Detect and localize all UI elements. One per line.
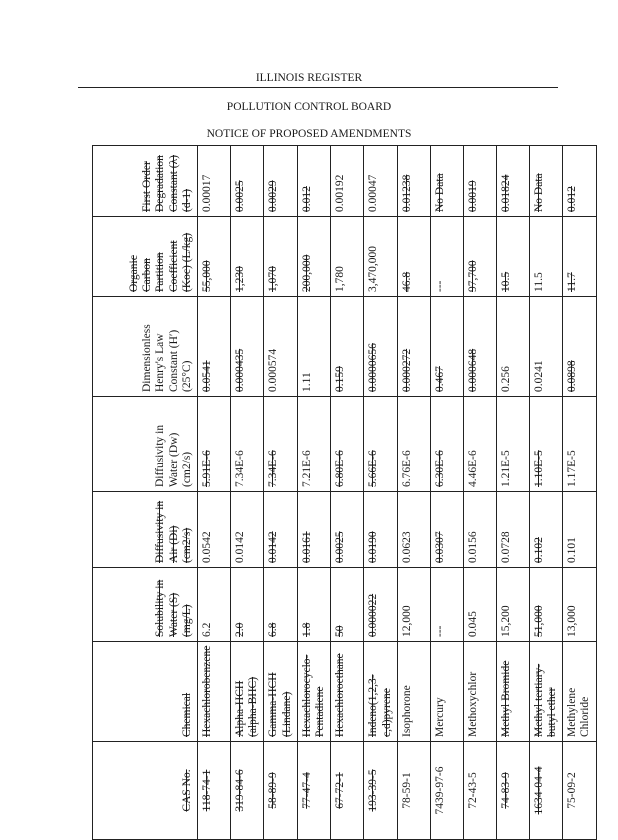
cell-decay: 0.01238: [397, 146, 430, 217]
cell-diff-water: 7.21E-6: [297, 397, 330, 492]
cell-cas: 78-59-1: [397, 742, 430, 840]
cell-diff-water: 1.10E-5: [529, 397, 562, 492]
cell-koc: 10.5: [496, 217, 529, 297]
cell-henry: 0.0541: [198, 297, 231, 397]
cell-decay: 0.01824: [496, 146, 529, 217]
cell-diff-water: 1.21E-5: [496, 397, 529, 492]
cell-cas: 77-47-4: [297, 742, 330, 840]
cell-diff-air: 0.0728: [496, 492, 529, 568]
cell-diff-water: 6.80E-6: [331, 397, 364, 492]
cell-decay: 0.012: [563, 146, 596, 217]
cell-henry: 0.256: [496, 297, 529, 397]
table-row: [331, 146, 364, 840]
cell-diff-water: 7.34E-6: [231, 397, 264, 492]
cell-decay: 0.0019: [463, 146, 496, 217]
col-header-koc: Organic Carbon Partition Coefficient (Koc) (L/kg): [93, 217, 198, 297]
cell-chemical: Indeno(1,2,3-c,d)pyrene: [364, 642, 397, 742]
header-row: [93, 146, 198, 840]
cell-henry: 0.467: [430, 297, 463, 397]
cell-chemical: Isophorone: [397, 642, 430, 742]
cell-henry: 1.11: [297, 297, 330, 397]
table-row: [397, 146, 430, 840]
cell-solubility: 1.8: [297, 568, 330, 642]
cell-chemical: Methyl Bromide: [496, 642, 529, 742]
cell-koc: 55,000: [198, 217, 231, 297]
cell-diff-air: 0.0161: [297, 492, 330, 568]
cell-koc: 1,070: [264, 217, 297, 297]
cell-henry: 0.000272: [397, 297, 430, 397]
cell-henry: 0.000648: [463, 297, 496, 397]
cell-cas: 1634-04-4: [529, 742, 562, 840]
table-row: [430, 146, 463, 840]
cell-decay: 0.00047: [364, 146, 397, 217]
table-row: [496, 146, 529, 840]
table-row: [529, 146, 562, 840]
cell-solubility: 0.045: [463, 568, 496, 642]
table-row: [231, 146, 264, 840]
cell-diff-water: 4.46E-6: [463, 397, 496, 492]
table-row: [198, 146, 231, 840]
cell-chemical: Hexachloroethane: [331, 642, 364, 742]
cell-diff-air: 0.0142: [264, 492, 297, 568]
cell-solubility: ---: [430, 568, 463, 642]
cell-cas: 72-43-5: [463, 742, 496, 840]
cell-diff-water: 6.30E-6: [430, 397, 463, 492]
cell-koc: 3,470,000: [364, 217, 397, 297]
cell-diff-air: 0.0190: [364, 492, 397, 568]
cell-koc: 1,230: [231, 217, 264, 297]
cell-koc: 200,000: [297, 217, 330, 297]
cell-decay: No Data: [430, 146, 463, 217]
rotated-table-container: [92, 146, 592, 840]
cell-koc: 11.5: [529, 217, 562, 297]
cell-chemical: Hexachlorobenzene: [198, 642, 231, 742]
col-header-cas: CAS No.: [93, 742, 198, 840]
col-header-henry: Dimensionless Henry's Law Constant (H′) (25°C): [93, 297, 198, 397]
cell-cas: 7439-97-6: [430, 742, 463, 840]
cell-solubility: 2.0: [231, 568, 264, 642]
cell-diff-water: 5.91E-6: [198, 397, 231, 492]
cell-chemical: Alpha-HCH (alpha-BHC): [231, 642, 264, 742]
col-header-chemical: Chemical: [93, 642, 198, 742]
board-title: POLLUTION CONTROL BOARD: [226, 101, 392, 113]
cell-koc: ---: [430, 217, 463, 297]
cell-diff-air: 0.0156: [463, 492, 496, 568]
cell-diff-air: 0.0025: [331, 492, 364, 568]
cell-diff-water: 7.34E-6: [264, 397, 297, 492]
cell-henry: 0.0898: [563, 297, 596, 397]
table-row: [563, 146, 596, 840]
cell-cas: 319-84-6: [231, 742, 264, 840]
cell-chemical: Methyl tertiary-butyl ether: [529, 642, 562, 742]
chemical-properties-table: [92, 145, 597, 840]
cell-decay: 0.0029: [264, 146, 297, 217]
cell-chemical: Methoxychlor: [463, 642, 496, 742]
cell-solubility: 0.000022: [364, 568, 397, 642]
table-row: [364, 146, 397, 840]
cell-koc: 1,780: [331, 217, 364, 297]
cell-solubility: 13,000: [563, 568, 596, 642]
register-title: ILLINOIS REGISTER: [255, 72, 363, 84]
cell-henry: 0.159: [331, 297, 364, 397]
cell-diff-air: 0.101: [563, 492, 596, 568]
cell-henry: 0.0000656: [364, 297, 397, 397]
cell-solubility: 12,000: [397, 568, 430, 642]
cell-cas: 118-74-1: [198, 742, 231, 840]
cell-decay: 0.0025: [231, 146, 264, 217]
cell-cas: 74-83-9: [496, 742, 529, 840]
cell-koc: 97,700: [463, 217, 496, 297]
cell-diff-water: 5.66E-6: [364, 397, 397, 492]
table-row: [264, 146, 297, 840]
cell-decay: No Data: [529, 146, 562, 217]
cell-cas: 193-39-5: [364, 742, 397, 840]
cell-solubility: 51,000: [529, 568, 562, 642]
notice-title: NOTICE OF PROPOSED AMENDMENTS: [206, 128, 412, 140]
cell-decay: 0.00017: [198, 146, 231, 217]
cell-henry: 0.000435: [231, 297, 264, 397]
cell-decay: 0.012: [297, 146, 330, 217]
cell-solubility: 6.2: [198, 568, 231, 642]
cell-chemical: Gamma-HCH (Lindane): [264, 642, 297, 742]
cell-henry: 0.000574: [264, 297, 297, 397]
cell-solubility: 15,200: [496, 568, 529, 642]
cell-diff-air: 0.0142: [231, 492, 264, 568]
cell-henry: 0.0241: [529, 297, 562, 397]
cell-solubility: 50: [331, 568, 364, 642]
col-header-solubility: Solubility in Water (S) (mg/L): [93, 568, 198, 642]
cell-diff-air: 0.102: [529, 492, 562, 568]
cell-decay: 0.00192: [331, 146, 364, 217]
col-header-diffusivity-water: Diffusivity in Water (Dw) (cm2/s): [93, 397, 198, 492]
table-row: [463, 146, 496, 840]
cell-koc: 46.8: [397, 217, 430, 297]
cell-chemical: Hexachlorocyclo-Pentadiene: [297, 642, 330, 742]
table-row: [297, 146, 330, 840]
col-header-decay: First Order Degradation Constant (λ) (d-1): [93, 146, 198, 217]
cell-diff-water: 1.17E-5: [563, 397, 596, 492]
cell-diff-air: 0.0307: [430, 492, 463, 568]
cell-solubility: 6.8: [264, 568, 297, 642]
cell-cas: 67-72-1: [331, 742, 364, 840]
header-rule: [78, 87, 558, 88]
cell-cas: 75-09-2: [563, 742, 596, 840]
cell-diff-water: 6.76E-6: [397, 397, 430, 492]
cell-cas: 58-89-9: [264, 742, 297, 840]
cell-chemical: Methylene Chloride: [563, 642, 596, 742]
cell-chemical: Mercury: [430, 642, 463, 742]
cell-koc: 11.7: [563, 217, 596, 297]
cell-diff-air: 0.0542: [198, 492, 231, 568]
col-header-diffusivity-air: Diffusivity in Air (Di) (cm2/s): [93, 492, 198, 568]
cell-diff-air: 0.0623: [397, 492, 430, 568]
